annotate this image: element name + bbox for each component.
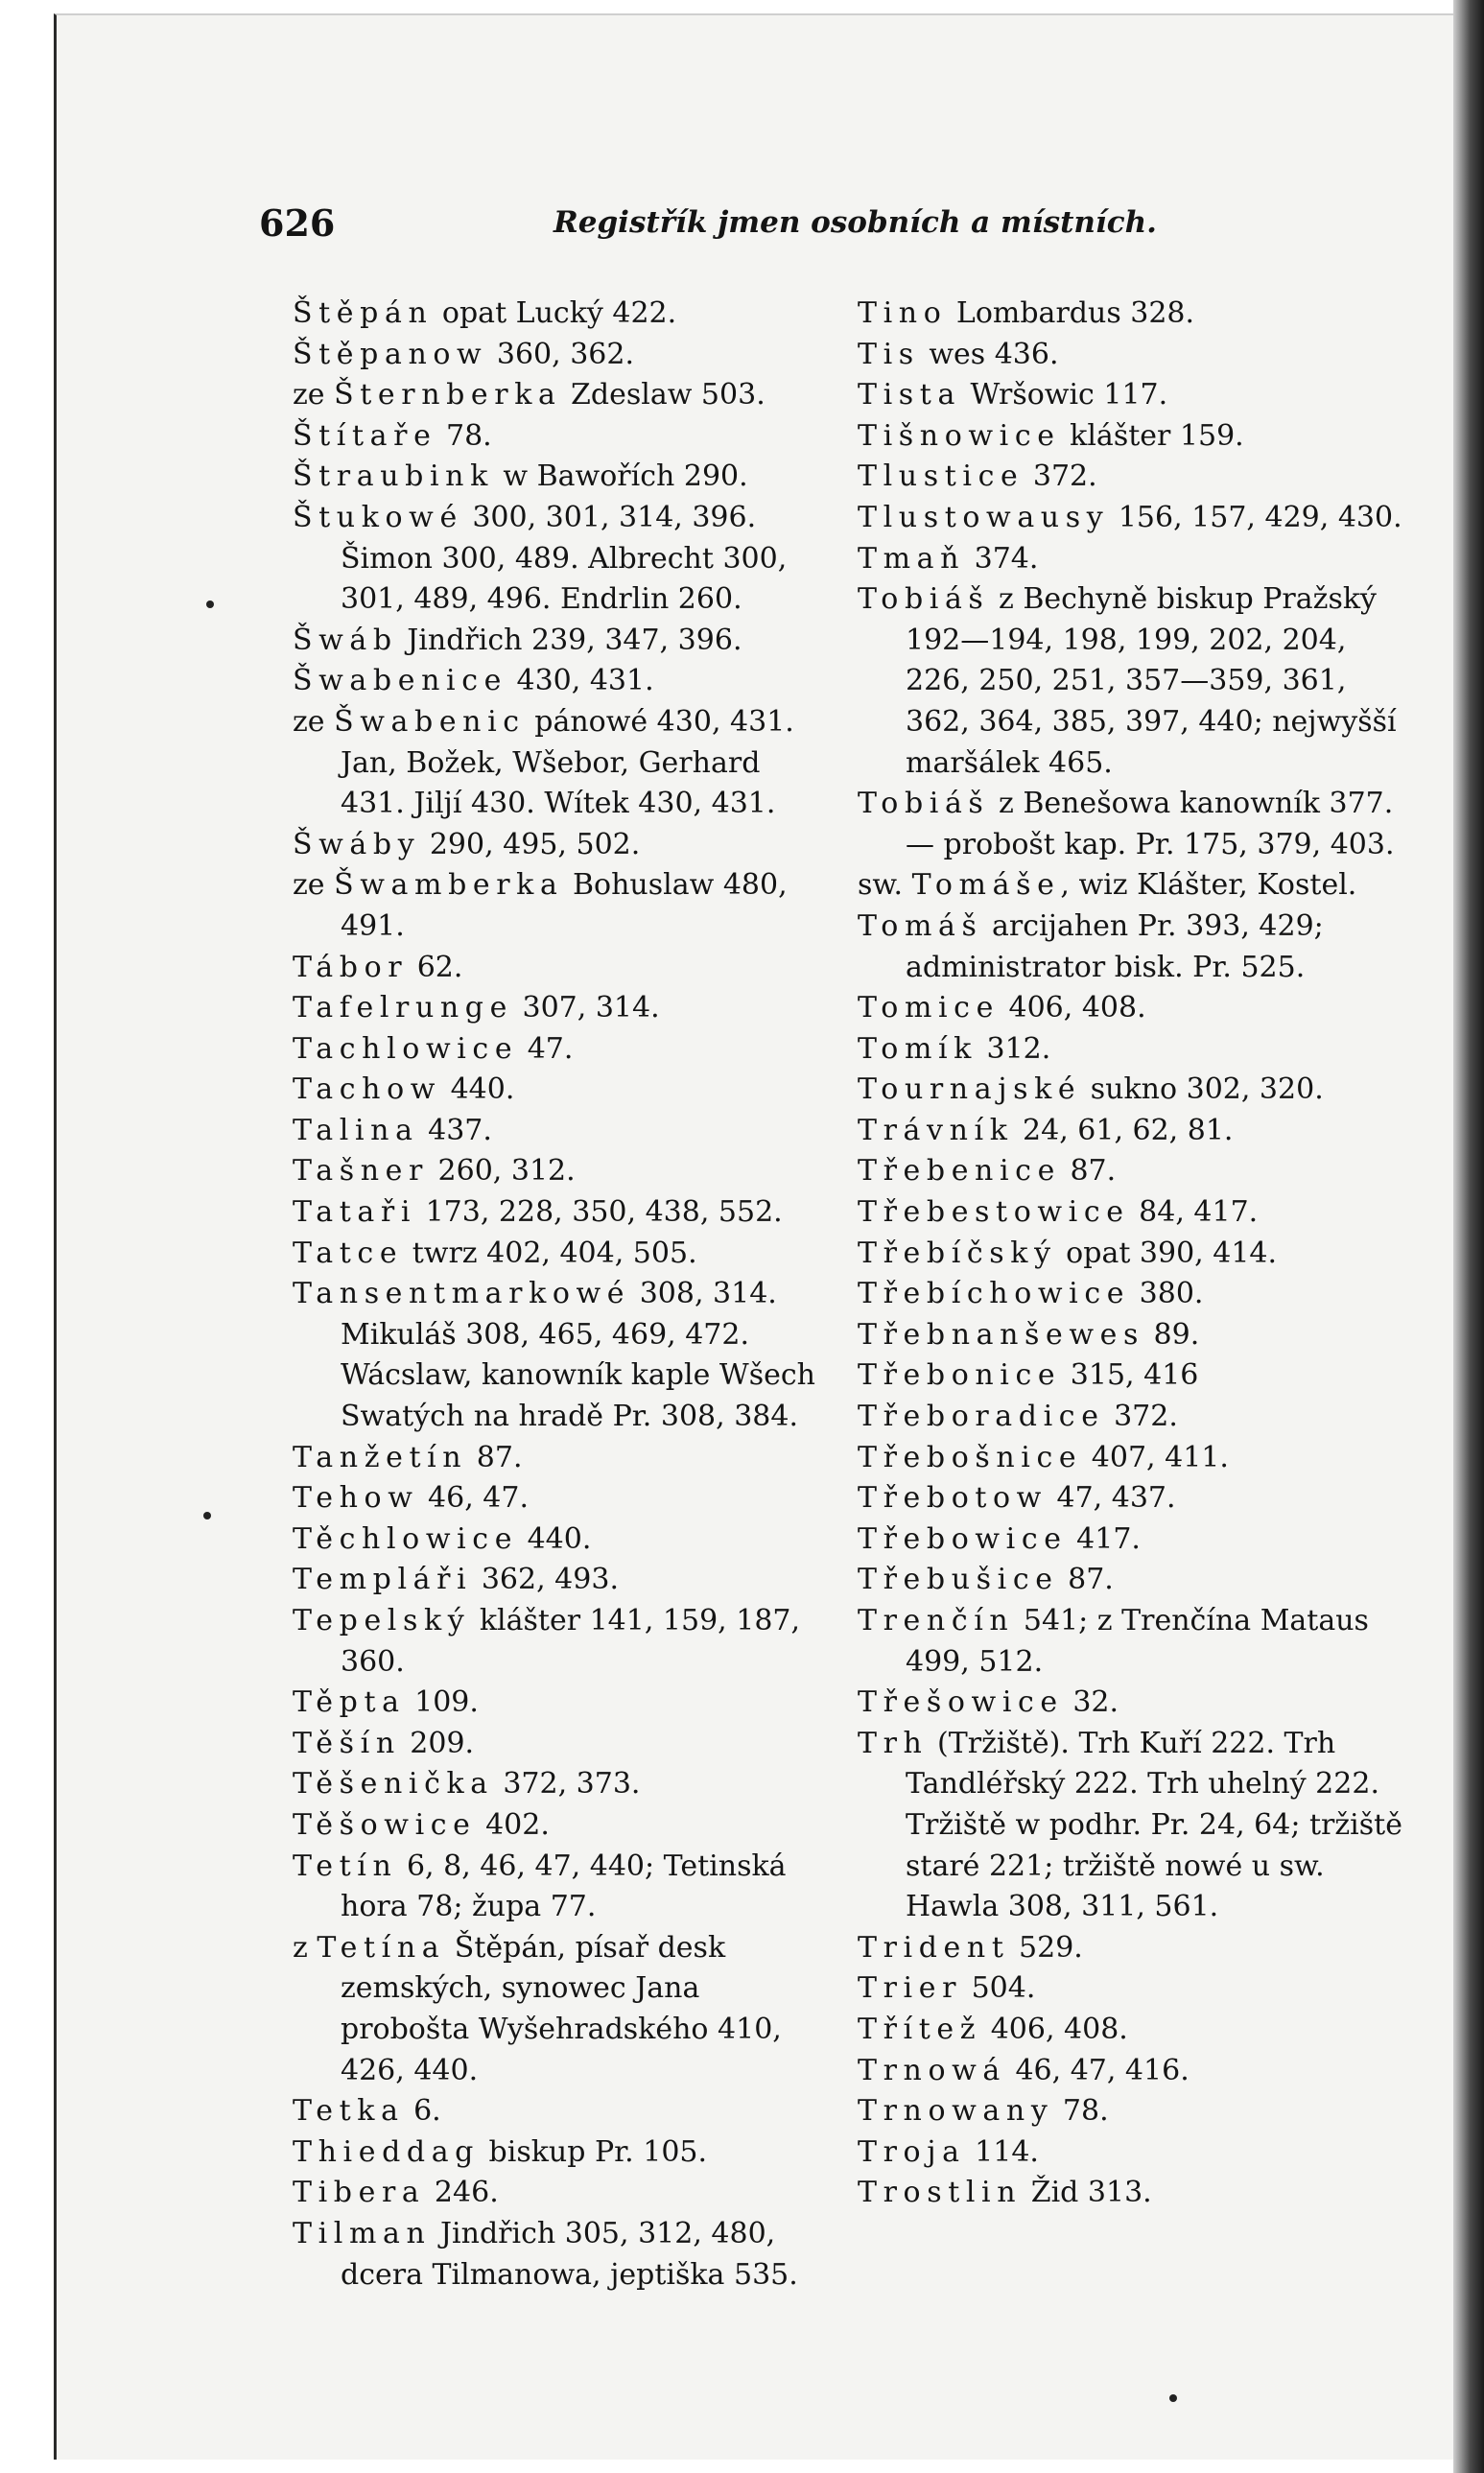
entry-references: 290, 495, 502. [420, 827, 641, 861]
index-entry [293, 988, 825, 1029]
index-entry [858, 498, 1414, 539]
entry-references: 440. [518, 1521, 592, 1556]
entry-references: 374. [965, 541, 1039, 576]
entry-headword: Tis [858, 337, 920, 371]
entry-prefix: ze [293, 868, 335, 903]
entry-references: 360, 362. [487, 337, 634, 371]
entry-headword: Těšowice [293, 1807, 477, 1842]
entry-headword: Šwamberka [334, 868, 564, 903]
entry-headword: Štítaře [293, 418, 437, 453]
entry-references: 430, 431. [506, 664, 654, 698]
entry-headword: Třebenice [858, 1154, 1061, 1189]
index-entry [858, 294, 1414, 335]
index-entry [293, 498, 825, 621]
index-entry [858, 2132, 1414, 2174]
entry-references: Žid 313. [1022, 2176, 1152, 2210]
index-entry [858, 2091, 1414, 2132]
entry-prefix: ze [293, 378, 335, 412]
index-entry [858, 907, 1414, 988]
entry-headword: Tibera [293, 2176, 426, 2210]
entry-references: 402. [476, 1807, 550, 1842]
index-entry [293, 1683, 825, 1724]
entry-references: w Bawořích 290. [493, 459, 748, 494]
entry-headword: Tlustice [858, 459, 1025, 494]
entry-headword: Trh [858, 1726, 929, 1760]
entry-references: opat Lucký 422. [433, 296, 677, 330]
entry-headword: Těchlowice [293, 1521, 519, 1556]
entry-headword: Tatce [293, 1236, 404, 1270]
entry-headword: Tetín [293, 1849, 398, 1883]
index-entry [858, 1151, 1414, 1192]
entry-headword: Šternberka [334, 378, 562, 412]
index-entry [293, 1764, 825, 1805]
entry-headword: Tafelrunge [293, 991, 513, 1025]
index-entry [858, 457, 1414, 498]
index-entry [293, 948, 825, 989]
entry-references: Wršowic 117. [960, 378, 1168, 412]
entry-references: 260, 312. [428, 1154, 576, 1189]
entry-references: opat 390, 414. [1056, 1236, 1278, 1270]
entry-headword: Tobiáš [858, 787, 990, 821]
index-entry [293, 335, 825, 376]
entry-references: Lombardus 328. [947, 296, 1195, 330]
index-entry [293, 1438, 825, 1479]
entry-references: 6, 8, 46, 47, 440; Tetinská hora 78; župa 77. [341, 1849, 787, 1924]
index-entry [858, 1560, 1414, 1601]
entry-headword: Třebestowice [858, 1195, 1130, 1230]
entry-headword: Těšín [293, 1726, 401, 1760]
entry-headword: Třebonice [858, 1358, 1062, 1393]
entry-references: 24, 61, 62, 81. [1013, 1113, 1234, 1147]
entry-references: 109. [405, 1685, 479, 1720]
entry-references: 372, 373. [493, 1767, 641, 1802]
entry-references: 312. [977, 1031, 1051, 1066]
page-number: 626 [259, 201, 336, 245]
index-entry [293, 1724, 825, 1765]
entry-headword: Talina [293, 1113, 419, 1147]
page-header [259, 201, 1157, 259]
entry-references: 380. [1130, 1277, 1204, 1311]
entry-headword: Tehow [293, 1481, 419, 1516]
index-entry [293, 1478, 825, 1519]
entry-headword: Třešowice [858, 1685, 1064, 1720]
index-entry [858, 1438, 1414, 1479]
index-entry [293, 1029, 825, 1071]
entry-references: 46, 47, 416. [1005, 2053, 1190, 2087]
entry-headword: Třebušice [858, 1563, 1059, 1597]
index-entry [293, 1192, 825, 1234]
entry-references: z Benešowa kanowník 377. — probošt kap. Pr. 175, 379, 403. [906, 787, 1395, 861]
entry-headword: Tino [858, 296, 948, 330]
index-entry [293, 2214, 825, 2296]
index-column-left [293, 294, 825, 2296]
entry-headword: Tomáše [911, 868, 1061, 903]
index-entry [858, 1397, 1414, 1438]
index-entry [858, 1029, 1414, 1071]
entry-headword: Těšenička [293, 1767, 494, 1802]
entry-references: 417. [1067, 1521, 1141, 1556]
entry-headword: Štraubink [293, 459, 494, 494]
index-entry [858, 539, 1414, 580]
entry-headword: Těpta [293, 1685, 406, 1720]
entry-references: 87. [1060, 1154, 1117, 1189]
index-entry [293, 865, 825, 947]
index-entry [293, 416, 825, 458]
entry-headword: Trnowany [858, 2094, 1054, 2129]
entry-headword: Tetka [293, 2094, 405, 2129]
entry-references: Jindřich 239, 347, 396. [397, 623, 742, 657]
index-entry [858, 1274, 1414, 1315]
entry-references: 87. [467, 1440, 523, 1474]
entry-references: 437. [418, 1113, 492, 1147]
index-entry [858, 1234, 1414, 1275]
index-entry [293, 621, 825, 662]
entry-references: 407, 411. [1082, 1440, 1229, 1474]
entry-references: klášter 141, 159, 187, 360. [341, 1604, 801, 1679]
entry-headword: Trenčín [858, 1604, 1015, 1637]
entry-prefix: ze [293, 704, 335, 739]
entry-headword: Tournajské [858, 1072, 1082, 1107]
entry-headword: Třebošnice [858, 1440, 1083, 1474]
entry-references: sukno 302, 320. [1081, 1072, 1324, 1107]
entry-headword: Tlustowausy [858, 500, 1110, 534]
speck-mark [1169, 2394, 1177, 2402]
entry-headword: Tomice [858, 991, 1000, 1025]
entry-references: 529. [1009, 1930, 1083, 1965]
index-entry [858, 1724, 1414, 1928]
entry-references: 300, 301, 314, 396. Šimon 300, 489. Albrecht 300, 301, 489, 496. Endrlin 260. [341, 500, 788, 617]
entry-headword: Štěpán [293, 296, 434, 330]
entry-references: arcijahen Pr. 393, 429; administrator bisk. Pr. 525. [906, 908, 1324, 984]
speck-mark [206, 601, 214, 608]
entry-references: 504. [962, 1971, 1036, 2006]
entry-references: 440. [441, 1072, 515, 1107]
index-entry [293, 457, 825, 498]
index-entry [293, 1601, 825, 1683]
entry-headword: Tábor [293, 950, 409, 984]
entry-headword: Tobiáš [858, 582, 990, 617]
entry-headword: Tista [858, 378, 961, 412]
entry-references: wes 436. [919, 337, 1059, 371]
index-entry [858, 2173, 1414, 2214]
entry-headword: Thieddag [293, 2134, 480, 2169]
entry-headword: Třítež [858, 2012, 982, 2046]
entry-headword: Šwáb [293, 623, 398, 657]
index-entry [293, 1111, 825, 1152]
entry-references: biskup Pr. 105. [479, 2134, 708, 2169]
index-entry [858, 1070, 1414, 1111]
entry-references: 84, 417. [1129, 1195, 1259, 1230]
index-entry [858, 865, 1414, 907]
entry-references: 114. [965, 2134, 1039, 2169]
entry-headword: Tetína [317, 1930, 446, 1965]
entry-prefix: z [293, 1930, 318, 1965]
index-entry [293, 1928, 825, 2091]
index-entry [858, 1519, 1414, 1561]
entry-references: 89. [1144, 1317, 1200, 1352]
index-entry [293, 1234, 825, 1275]
entry-headword: Tilman [293, 2216, 432, 2250]
entry-references: 87. [1058, 1563, 1114, 1597]
index-entry [293, 702, 825, 825]
entry-headword: Třebowice [858, 1521, 1068, 1556]
entry-prefix: sw. [858, 868, 912, 903]
entry-headword: Templáři [293, 1563, 473, 1597]
entry-headword: Třebotow [858, 1481, 1048, 1516]
index-entry [858, 1111, 1414, 1152]
entry-references: 78. [436, 418, 492, 453]
index-entry [858, 416, 1414, 458]
entry-references: Jindřich 305, 312, 480, dcera Tilmanowa, jeptiška 535. [341, 2216, 798, 2292]
entry-references: 541; z Trenčína Mataus 499, 512. [906, 1604, 1369, 1679]
entry-headword: Tataři [293, 1195, 417, 1230]
index-entry [858, 1683, 1414, 1724]
entry-references: pánowé 430, 431. Jan, Božek, Wšebor, Gerhard 431. Jiljí 430. Wítek 430, 431. [341, 704, 794, 821]
entry-references: 46, 47. [418, 1481, 529, 1516]
index-entry [293, 375, 825, 416]
index-entry [858, 988, 1414, 1029]
entry-headword: Třeboradice [858, 1400, 1105, 1434]
speck-mark [203, 1512, 211, 1519]
index-entry [858, 335, 1414, 376]
entry-headword: Trident [858, 1930, 1010, 1965]
entry-references: 406, 408. [999, 991, 1146, 1025]
index-entry [293, 2173, 825, 2214]
entry-headword: Tanžetín [293, 1440, 468, 1474]
entry-headword: Tmaň [858, 541, 966, 576]
entry-headword: Tepelský [293, 1604, 471, 1637]
entry-references: 156, 157, 429, 430. [1109, 500, 1402, 534]
index-entry [293, 1519, 825, 1561]
entry-references: 307, 314. [512, 991, 660, 1025]
entry-headword: Štěpanow [293, 337, 488, 371]
index-entry [858, 579, 1414, 784]
index-entry [293, 1805, 825, 1847]
entry-headword: Šwabenice [293, 664, 507, 698]
index-entry [858, 1315, 1414, 1356]
entry-references: 372. [1024, 459, 1097, 494]
index-entry [858, 1968, 1414, 2010]
entry-headword: Trávník [858, 1113, 1014, 1147]
entry-headword: Trier [858, 1971, 963, 2006]
entry-references: 308, 314. Mikuláš 308, 465, 469, 472. Wácslaw, kanowník kaple Wšech Swatých na hradě Pr. 308, 384. [341, 1277, 815, 1434]
entry-headword: Tomáš [858, 908, 983, 943]
entry-headword: Troja [858, 2134, 966, 2169]
index-entry [293, 2091, 825, 2132]
index-entry [858, 1478, 1414, 1519]
entry-references: 47, 437. [1047, 1481, 1176, 1516]
entry-references: Štěpán, písař desk zemských, synowec Jana probošta Wyšehradského 410, 426, 440. [341, 1930, 782, 2087]
entry-references: Bohuslaw 480, 491. [341, 868, 788, 943]
entry-headword: Tišnowice [858, 418, 1061, 453]
entry-headword: Tansentmarkowé [293, 1277, 631, 1311]
running-head: Registřík jmen osobních a místních. [554, 205, 1157, 240]
index-entry [858, 784, 1414, 865]
index-entry [858, 1192, 1414, 1234]
index-entry [293, 1847, 825, 1928]
entry-headword: Tachlowice [293, 1031, 519, 1066]
entry-references: 372. [1104, 1400, 1178, 1434]
entry-headword: Tomík [858, 1031, 978, 1066]
entry-headword: Šwabenic [334, 704, 526, 739]
entry-references: 362, 493. [472, 1563, 619, 1597]
index-entry [858, 375, 1414, 416]
entry-references: z Bechyně biskup Pražský 192—194, 198, 199, 202, 204, 226, 250, 251, 357—359, 361, 362, 364, 385, 397, 440; nejwyšší maršálek 465. [906, 582, 1397, 780]
index-entry [293, 1151, 825, 1192]
entry-headword: Třebíčský [858, 1236, 1057, 1270]
index-entry [858, 1355, 1414, 1397]
entry-references: , wiz Klášter, Kostel. [1060, 868, 1357, 903]
index-entry [858, 2010, 1414, 2051]
index-entry [293, 1560, 825, 1601]
index-entry [293, 294, 825, 335]
entry-headword: Tachow [293, 1072, 442, 1107]
book-spine [1453, 0, 1484, 2473]
entry-references: 6. [404, 2094, 441, 2129]
entry-references: 173, 228, 350, 438, 552. [416, 1195, 783, 1230]
index-entry [858, 1928, 1414, 1969]
index-column-right [858, 294, 1414, 2214]
entry-references: 315, 416 [1061, 1358, 1199, 1393]
index-entry [293, 1070, 825, 1111]
entry-headword: Třebnanšewes [858, 1317, 1145, 1352]
entry-references: twrz 402, 404, 505. [403, 1236, 697, 1270]
index-entry [293, 825, 825, 866]
index-entry [293, 1274, 825, 1437]
index-entry [293, 661, 825, 702]
entry-references: klášter 159. [1060, 418, 1244, 453]
index-entry [858, 2051, 1414, 2092]
entry-headword: Trostlin [858, 2176, 1023, 2210]
entry-references: 47. [518, 1031, 574, 1066]
entry-references: 209. [400, 1726, 475, 1760]
index-entry [293, 2132, 825, 2174]
entry-references: (Tržiště). Trh Kuří 222. Trh Tandléřský 222. Trh uhelný 222. Tržiště w podhr. Pr. 24, 64; tržiště staré 221; tržiště nowé u sw. Hawla 308, 311, 561. [906, 1726, 1402, 1924]
entry-references: Zdeslaw 503. [561, 378, 766, 412]
entry-headword: Třebíchowice [858, 1277, 1131, 1311]
entry-references: 78. [1053, 2094, 1109, 2129]
entry-references: 62. [408, 950, 463, 984]
entry-headword: Tašner [293, 1154, 429, 1189]
entry-references: 32. [1063, 1685, 1119, 1720]
entry-headword: Šwáby [293, 827, 421, 861]
entry-references: 406, 408. [981, 2012, 1128, 2046]
entry-headword: Štukowé [293, 500, 463, 534]
entry-references: 246. [425, 2176, 499, 2210]
entry-headword: Trnowá [858, 2053, 1006, 2087]
index-entry [858, 1601, 1414, 1683]
